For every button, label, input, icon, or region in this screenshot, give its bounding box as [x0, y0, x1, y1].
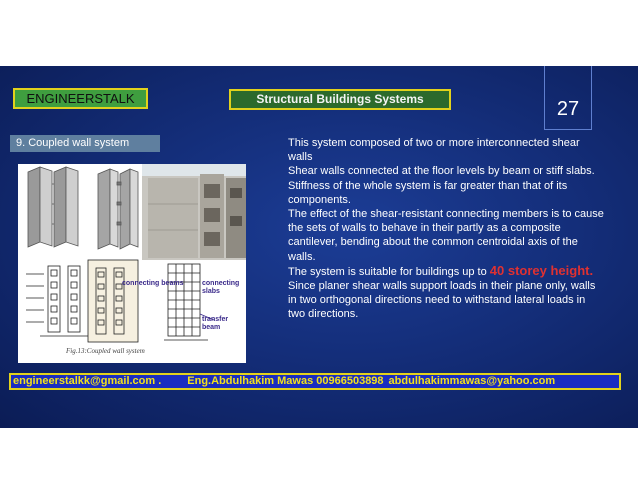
body-text: [288, 136, 604, 322]
elevation-diagram-1-icon: [26, 266, 88, 336]
slide-title: Structural Buildings Systems: [229, 89, 451, 110]
wall-model-2-icon: [98, 169, 138, 249]
figure-caption: Fig.13:Coupled wall system: [66, 347, 145, 355]
footer-email-2: abdulhakimmawas@yahoo.com: [388, 375, 556, 387]
body-last-line: Since planer shear walls support loads in their plane only, walls in two orthogonal directions need to withstand lateral loads in two directions.: [288, 280, 596, 321]
label-connecting-slabs: connecting slabs: [202, 280, 240, 295]
label-transfer-beam: transfer beam: [202, 316, 229, 331]
page-number: 27: [556, 98, 580, 120]
footer-author: Eng.Abdulhakim Mawas 00966503898: [187, 375, 384, 387]
label-connecting-beams: connecting beams: [122, 280, 184, 287]
brand-label: ENGINEERSTALK: [13, 88, 148, 109]
footer-email-1: engineerstalkk@gmail.com .: [13, 375, 162, 387]
suitable-prefix: The system is suitable for buildings up to: [288, 265, 490, 278]
body-line-3: Stiffness of the whole system is far greater than that of its components.: [288, 179, 568, 206]
body-line-4: The effect of the shear-resistant connecting members is to cause the sets of walls to behave in their partly as a composite cantilever, bending about the common centroidal axis of the walls.: [288, 208, 604, 263]
wall-model-1-icon: [28, 167, 78, 247]
coupled-wall-figure: [18, 164, 246, 363]
body-suitable: [288, 264, 604, 279]
elevation-diagram-2-icon: [88, 260, 138, 342]
suitable-highlight: 40 storey height.: [489, 262, 594, 278]
slide: [0, 66, 638, 428]
body-line-2: Shear walls connected at the floor levels by beam or stiff slabs.: [288, 165, 595, 178]
footer-bar: [9, 373, 621, 390]
section-label: 9. Coupled wall system: [10, 135, 160, 152]
body-line-1: This system composed of two or more interconnected shear walls: [288, 137, 580, 164]
building-photo-icon: [142, 164, 246, 260]
coupled-wall-illustration: [18, 164, 246, 363]
